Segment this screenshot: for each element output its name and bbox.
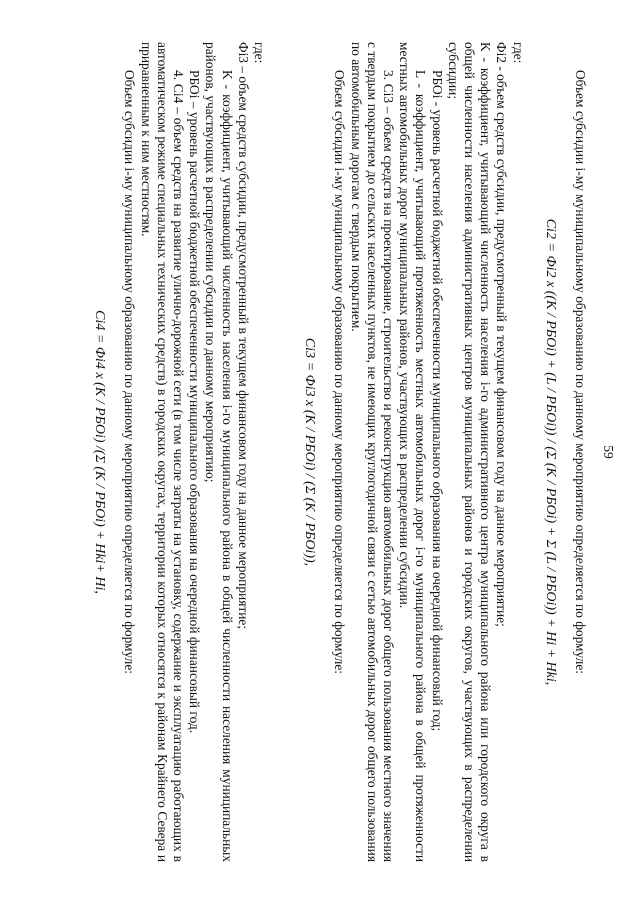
formula: Ci3 = Фi3 x (K / РБОi) / (Σ (K / РБОi)),	[302, 337, 318, 567]
paragraph: K - коэффициент, учитывающий численность населения i-го административного центра муниципального района или городского округа в общей численности населения административных центров муниципальных районов и городских округов, участвующих в распределении субсидии;	[445, 42, 494, 862]
paragraph: K - коэффициент, учитывающий численность населения i-го муниципального района в общей численности населения муниципальных районов, участвующих в распределении субсидии по данному мероприятию;	[203, 42, 235, 862]
formula: Ci2 = Фi2 x ((K / РБОi) + (L / РБОi)) / (Σ (K / РБОi) + Σ (L / РБОi)) + Hi + Hki,	[542, 218, 558, 686]
formula: Ci4 = Фi4 x (K / РБОi) /(Σ (K / РБОi) + Hki+ Hi,	[92, 310, 108, 594]
paragraph: РБОi - уровень расчетной бюджетной обеспеченности муниципального образования на очередной финансовый год;	[429, 70, 445, 732]
paragraph: 4. Ci4 – объем средств на развитие улично-дорожной сети (в том числе затраты на установку, содержание и эксплуатацию работающих в автоматическом режиме специальных технических средств) в городских округах, территории которых относятся к районам Крайнего Севера и приравненным к ним местностям.	[138, 42, 186, 862]
paragraph: Фi2 - объем средств субсидии, предусмотренный в текущем финансовом году на данное мероприятие;	[494, 42, 510, 627]
spacer	[267, 42, 285, 862]
document-body	[75, 42, 588, 862]
paragraph: 3. Ci3 – объем средств на проектирование, строительство и реконструкцию автомобильных дорог общего пользования местного значения с твердым покрытием до сельских населенных пунктов, не имеющих круглогодичной связи с сетью автомобильных дорог общего пользования по автомобильным дорогам с твердым покрытием.	[348, 42, 396, 862]
paragraph: где:	[510, 42, 526, 64]
rotated-page-content	[10, 12, 630, 892]
paragraph: L - коэффициент, учитывающий протяженность местных автомобильных дорог i-го муниципального района в общей протяженности местных автомобильных дорог муниципальных районов, участвующих в распределении субсидии.	[397, 42, 429, 862]
paragraph: Объем субсидии i-му муниципальному образованию по данному мероприятию определяется по формуле:	[573, 70, 588, 674]
paragraph: где:	[251, 42, 267, 64]
paragraph: РБОi – уровень расчетной бюджетной обеспеченности муниципального образования на очередной финансовый год.	[187, 70, 203, 734]
paragraph: Фi3 – объем средств субсидии, предусмотренный в текущем финансовом году на данное мероприятие;	[235, 42, 251, 630]
page-number: 59	[601, 445, 616, 459]
paragraph: Объем субсидии i-му муниципальному образованию по данному мероприятию определяется по формуле:	[122, 70, 138, 674]
paragraph: Объем субсидии i-му муниципальному образованию по данному мероприятию определяется по формуле:	[332, 70, 348, 674]
